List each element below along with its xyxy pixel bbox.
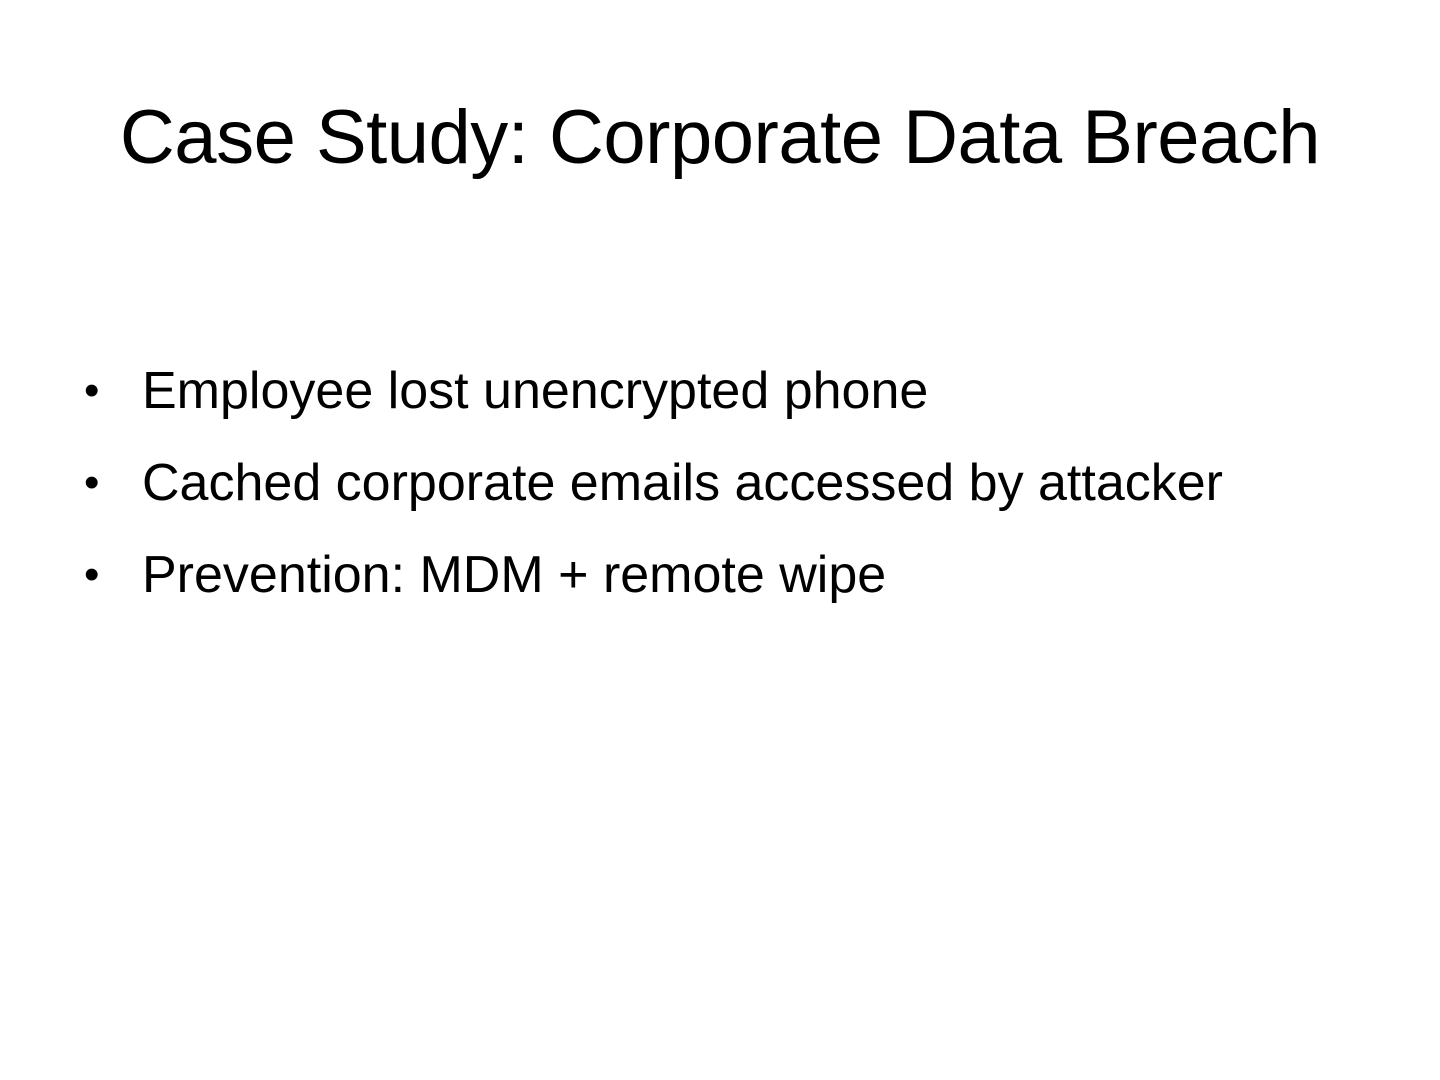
bullet-item-lost-phone	[84, 356, 1384, 448]
bullet-text: Employee lost unencrypted phone	[142, 362, 929, 420]
slide-title: Case Study: Corporate Data Breach	[119, 95, 1321, 180]
bullet-icon: •	[84, 458, 100, 507]
bullet-item-cached-emails	[84, 448, 1384, 540]
bullet-icon: •	[84, 366, 100, 415]
bullet-list	[84, 356, 1384, 632]
bullet-text: Prevention: MDM + remote wipe	[142, 546, 887, 604]
bullet-icon: •	[84, 550, 100, 599]
bullet-text: Cached corporate emails accessed by attacker	[142, 454, 1223, 512]
bullet-item-prevention	[84, 540, 1384, 632]
